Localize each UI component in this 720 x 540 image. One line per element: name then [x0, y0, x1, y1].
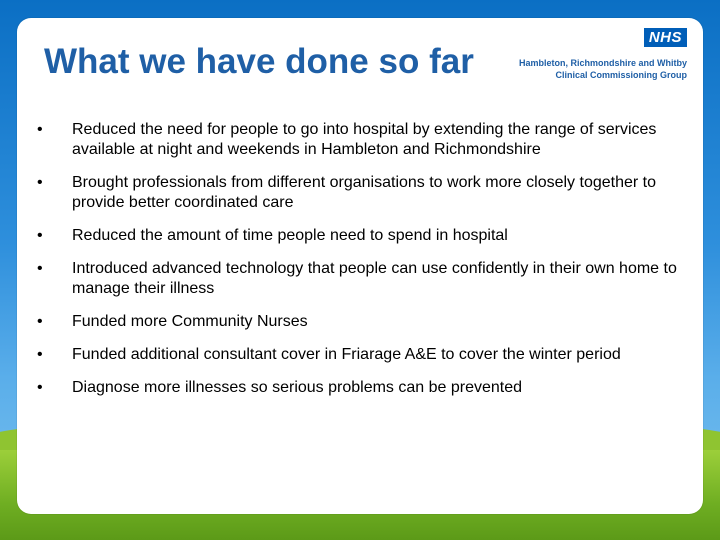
bullet-marker: •: [37, 346, 43, 363]
bullet-text: Funded additional consultant cover in Friarage A&E to cover the winter period: [72, 346, 621, 363]
bullet-item: [37, 173, 687, 213]
bullet-text: Introduced advanced technology that people can use confidently in their own home to manage their illness: [72, 260, 677, 297]
slide-panel: [17, 18, 703, 514]
nhs-logo-badge: NHS: [644, 28, 687, 47]
logo-org-name: Hambleton, Richmondshire and Whitby: [518, 58, 687, 68]
nhs-ccg-logo: [518, 28, 687, 84]
bullet-text: Reduced the amount of time people need to spend in hospital: [72, 227, 508, 244]
bullet-text: Brought professionals from different organisations to work more closely together to provide better coordinated care: [72, 174, 656, 211]
bullet-text: Funded more Community Nurses: [72, 313, 308, 330]
bullet-marker: •: [37, 121, 43, 138]
logo-org-type: Clinical Commissioning Group: [555, 70, 687, 80]
bullet-item: [37, 312, 687, 332]
bullet-list: [37, 120, 687, 411]
bullet-item: [37, 120, 687, 160]
bullet-marker: •: [37, 313, 43, 330]
bullet-marker: •: [37, 174, 43, 191]
bullet-item: [37, 378, 687, 398]
bullet-item: [37, 259, 687, 299]
slide-title: What we have done so far: [44, 42, 474, 81]
bullet-text: Reduced the need for people to go into hospital by extending the range of services available at night and weekends in Hambleton and Richmondshire: [72, 121, 657, 158]
bullet-item: [37, 345, 687, 365]
bullet-text: Diagnose more illnesses so serious problems can be prevented: [72, 379, 523, 396]
bullet-marker: •: [37, 227, 43, 244]
bullet-marker: •: [37, 260, 43, 277]
bullet-marker: •: [37, 379, 43, 396]
bullet-item: [37, 226, 687, 246]
